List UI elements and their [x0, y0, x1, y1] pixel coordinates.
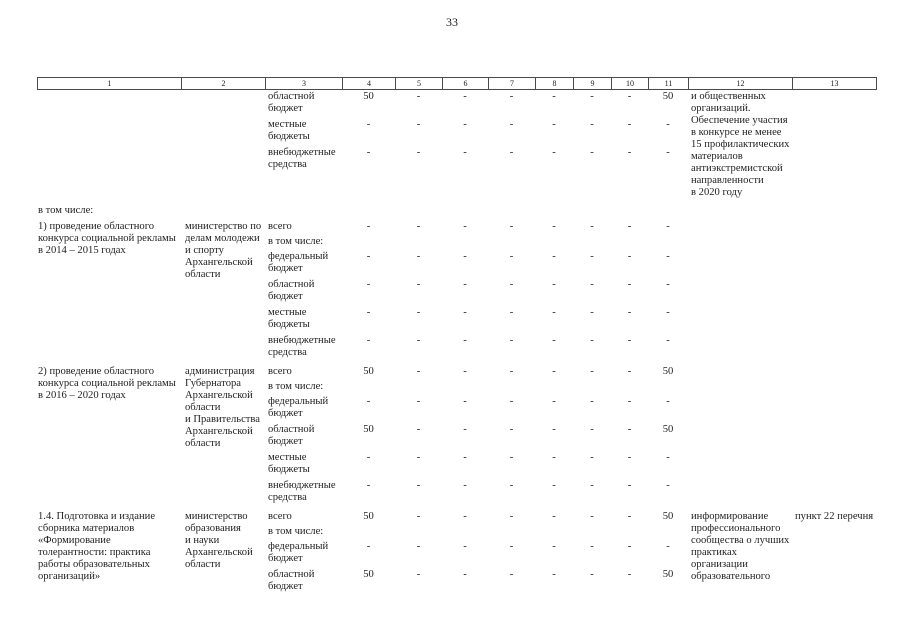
value-cell: - [590, 452, 594, 463]
value-cell: - [416, 251, 421, 262]
value-cell: - [627, 424, 632, 435]
value-cell: - [590, 221, 594, 232]
value-cell: - [666, 452, 670, 463]
value-cell: - [552, 221, 556, 232]
value-cell: - [590, 335, 594, 346]
value-cell: - [552, 366, 556, 377]
value-cell: 50 [662, 91, 674, 102]
funding-source-label: областной бюджет [268, 424, 315, 447]
value-cell: - [552, 251, 556, 262]
value-cell: - [552, 424, 556, 435]
value-cell: - [627, 119, 632, 130]
funding-source-label: местные бюджеты [268, 452, 310, 475]
value-cell: - [509, 335, 514, 346]
value-cell: - [666, 251, 670, 262]
value-cell: - [366, 335, 371, 346]
value-cell: - [552, 480, 556, 491]
value-cell: - [590, 279, 594, 290]
funding-source-label: областной бюджет [268, 569, 315, 592]
value-cell: - [552, 511, 556, 522]
value-cell: - [416, 119, 421, 130]
executor-text: министерство по делам молодежи и спорту Архангельской области [185, 221, 262, 280]
value-cell: - [463, 119, 467, 130]
value-cell: - [366, 452, 371, 463]
value-cell: - [463, 221, 467, 232]
value-cell: - [509, 366, 514, 377]
value-cell: 50 [662, 424, 674, 435]
value-cell: - [509, 480, 514, 491]
value-cell: - [416, 279, 421, 290]
value-cell: - [416, 366, 421, 377]
value-cell: - [416, 569, 421, 580]
value-cell: - [552, 119, 556, 130]
value-cell: - [590, 119, 594, 130]
value-cell: - [509, 119, 514, 130]
value-cell: - [509, 251, 514, 262]
value-cell: - [590, 569, 594, 580]
value-cell: - [463, 147, 467, 158]
executor-text: министерство образования и науки Архангельской области [185, 511, 253, 570]
header-cell: 8 [535, 77, 574, 90]
funding-source-label: федеральный бюджет [268, 396, 329, 419]
value-cell: - [627, 147, 632, 158]
value-cell: - [627, 541, 632, 552]
funding-source-label: федеральный бюджет [268, 541, 329, 564]
value-cell: - [627, 279, 632, 290]
value-cell: - [509, 91, 514, 102]
value-cell: - [666, 307, 670, 318]
value-cell: - [416, 91, 421, 102]
value-cell: - [627, 396, 632, 407]
value-cell: - [590, 541, 594, 552]
value-cell: - [509, 396, 514, 407]
expected-result-text: информирование профессионального сообщества о лучших практиках организации образовательного [691, 511, 790, 582]
value-cell: - [463, 307, 467, 318]
header-cell: 6 [442, 77, 489, 90]
value-cell: - [463, 251, 467, 262]
header-cell: 12 [688, 77, 793, 90]
value-cell: - [590, 251, 594, 262]
value-cell: - [509, 221, 514, 232]
value-cell: - [666, 279, 670, 290]
value-cell: - [627, 307, 632, 318]
header-cell: 5 [395, 77, 443, 90]
value-cell: - [509, 147, 514, 158]
value-cell: - [463, 424, 467, 435]
value-cell: - [590, 511, 594, 522]
page-number: 33 [446, 15, 458, 29]
value-cell: - [666, 335, 670, 346]
value-cell: - [416, 307, 421, 318]
value-cell: - [627, 221, 632, 232]
value-cell: - [666, 147, 670, 158]
value-cell: - [416, 396, 421, 407]
value-cell: - [627, 452, 632, 463]
funding-source-label: областной бюджет [268, 279, 315, 302]
value-cell: - [509, 307, 514, 318]
value-cell: - [509, 279, 514, 290]
value-cell: 50 [363, 511, 374, 522]
value-cell: - [627, 511, 632, 522]
value-cell: - [366, 307, 371, 318]
value-cell: - [590, 366, 594, 377]
value-cell: - [509, 569, 514, 580]
value-cell: - [552, 307, 556, 318]
value-cell: 50 [363, 569, 374, 580]
value-cell: - [666, 480, 670, 491]
value-cell: - [366, 396, 371, 407]
subheading-note: в том числе: [38, 205, 94, 216]
value-cell: - [416, 221, 421, 232]
header-cell: 11 [648, 77, 689, 90]
value-cell: - [366, 279, 371, 290]
value-cell: - [627, 569, 632, 580]
value-cell: 50 [662, 366, 674, 377]
value-cell: - [552, 279, 556, 290]
value-cell: - [366, 221, 371, 232]
value-cell: - [509, 541, 514, 552]
value-cell: 50 [363, 424, 374, 435]
value-cell: - [463, 91, 467, 102]
reference-text: пункт 22 перечня [795, 511, 874, 522]
activity-text: 1.4. Подготовка и издание сборника материалов «Формирование толерантности: практика работы образовательных организаций» [38, 511, 156, 582]
header-cell: 9 [573, 77, 612, 90]
funding-source-label: местные бюджеты [268, 307, 310, 330]
value-cell: - [666, 221, 670, 232]
value-cell: - [590, 91, 594, 102]
funding-source-label: внебюджетные средства [268, 147, 336, 170]
funding-source-label: внебюджетные средства [268, 335, 336, 358]
funding-source-label: областной бюджет [268, 91, 315, 114]
value-cell: - [552, 541, 556, 552]
value-cell: - [552, 396, 556, 407]
header-cell: 7 [488, 77, 536, 90]
value-cell: - [416, 480, 421, 491]
value-cell: - [416, 452, 421, 463]
value-cell: - [416, 541, 421, 552]
value-cell: - [590, 307, 594, 318]
funding-source-label: в том числе: [268, 381, 324, 392]
value-cell: 50 [662, 511, 674, 522]
value-cell: - [366, 147, 371, 158]
funding-source-label: всего [268, 511, 292, 522]
funding-source-label: в том числе: [268, 236, 324, 247]
value-cell: - [463, 480, 467, 491]
value-cell: 50 [363, 366, 374, 377]
value-cell: - [552, 569, 556, 580]
activity-text: 2) проведение областного конкурса социальной рекламы в 2016 – 2020 годах [38, 366, 176, 401]
value-cell: - [509, 452, 514, 463]
header-cell: 1 [37, 77, 182, 90]
funding-source-label: федеральный бюджет [268, 251, 329, 274]
value-cell: - [366, 251, 371, 262]
value-cell: 50 [662, 569, 674, 580]
value-cell: - [463, 335, 467, 346]
funding-source-label: всего [268, 366, 292, 377]
value-cell: - [416, 147, 421, 158]
value-cell: - [463, 452, 467, 463]
executor-text: администрация Губернатора Архангельской области и Правительства Архангельской области [185, 366, 260, 449]
funding-source-label: внебюджетные средства [268, 480, 336, 503]
value-cell: - [416, 335, 421, 346]
value-cell: - [590, 396, 594, 407]
value-cell: - [463, 396, 467, 407]
value-cell: - [590, 480, 594, 491]
value-cell: - [666, 396, 670, 407]
funding-source-label: всего [268, 221, 292, 232]
expected-result-text: и общественных организаций. Обеспечение участия в конкурсе не менее 15 профилактических материалов антиэкстремистской направленности в 2020 году [691, 91, 790, 198]
value-cell: - [552, 452, 556, 463]
header-cell: 2 [181, 77, 266, 90]
value-cell: - [627, 335, 632, 346]
value-cell: - [627, 91, 632, 102]
value-cell: - [627, 251, 632, 262]
funding-source-label: местные бюджеты [268, 119, 310, 142]
header-cell: 10 [611, 77, 649, 90]
value-cell: - [666, 541, 670, 552]
value-cell: - [552, 91, 556, 102]
value-cell: - [627, 366, 632, 377]
value-cell: - [590, 147, 594, 158]
value-cell: - [366, 480, 371, 491]
value-cell: - [552, 335, 556, 346]
funding-source-label: в том числе: [268, 526, 324, 537]
value-cell: - [366, 119, 371, 130]
value-cell: - [627, 480, 632, 491]
value-cell: - [509, 511, 514, 522]
value-cell: - [463, 366, 467, 377]
header-cell: 13 [792, 77, 877, 90]
value-cell: - [416, 511, 421, 522]
value-cell: - [366, 541, 371, 552]
value-cell: - [463, 541, 467, 552]
header-cell: 4 [342, 77, 396, 90]
value-cell: - [552, 147, 556, 158]
table-header [37, 77, 877, 90]
header-cell: 3 [265, 77, 343, 90]
value-cell: - [416, 424, 421, 435]
activity-text: 1) проведение областного конкурса социальной рекламы в 2014 – 2015 годах [38, 221, 176, 256]
value-cell: - [509, 424, 514, 435]
value-cell: - [463, 511, 467, 522]
value-cell: - [463, 279, 467, 290]
value-cell: - [463, 569, 467, 580]
value-cell: - [590, 424, 594, 435]
value-cell: 50 [363, 91, 374, 102]
value-cell: - [666, 119, 670, 130]
